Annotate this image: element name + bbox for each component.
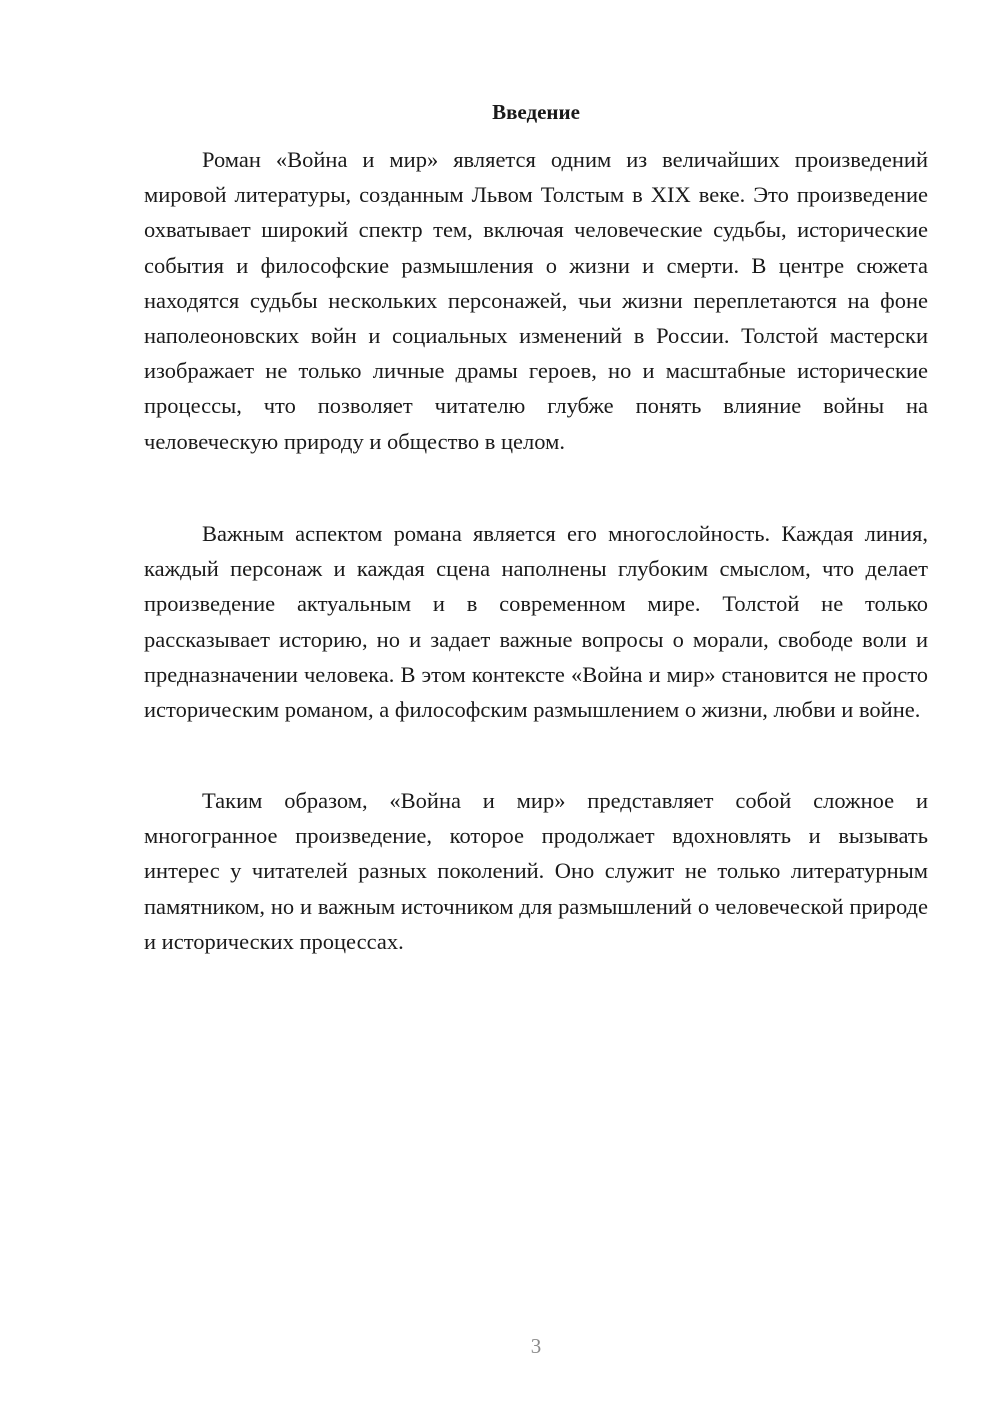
paragraph-2: Важным аспектом романа является его многослойность. Каждая линия, каждый персонаж и каждая сцена наполнены глубоким смыслом, что делает произведение актуальным и в современном мире. Толстой не только рассказывает историю, но и задает важные вопросы о морали, свободе воли и предназначении человека. В этом контексте «Война и мир» становится не просто историческим романом, а философским размышлением о жизни, любви и войне.	[144, 521, 928, 723]
page-title: Введение	[492, 100, 580, 124]
paragraph-3: Таким образом, «Война и мир» представляет собой сложное и многогранное произведение, которое продолжает вдохновлять и вызывать интерес у читателей разных поколений. Оно служит не только литературным памятником, но и важным источником для размышлений о человеческой природе и исторических процессах.	[144, 788, 928, 954]
page-number: 3	[530, 1334, 542, 1358]
paragraph-1: Роман «Война и мир» является одним из величайших произведений мировой литературы, созданным Львом Толстым в XIX веке. Это произведение охватывает широкий спектр тем, включая человеческие судьбы, исторические события и философские размышления о жизни и смерти. В центре сюжета находятся судьбы нескольких персонажей, чьи жизни переплетаются на фоне наполеоновских войн и социальных изменений в России. Толстой мастерски изображает не только личные драмы героев, но и масштабные исторические процессы, что позволяет читателю глубже понять влияние войны на человеческую природу и общество в целом.	[144, 147, 928, 454]
